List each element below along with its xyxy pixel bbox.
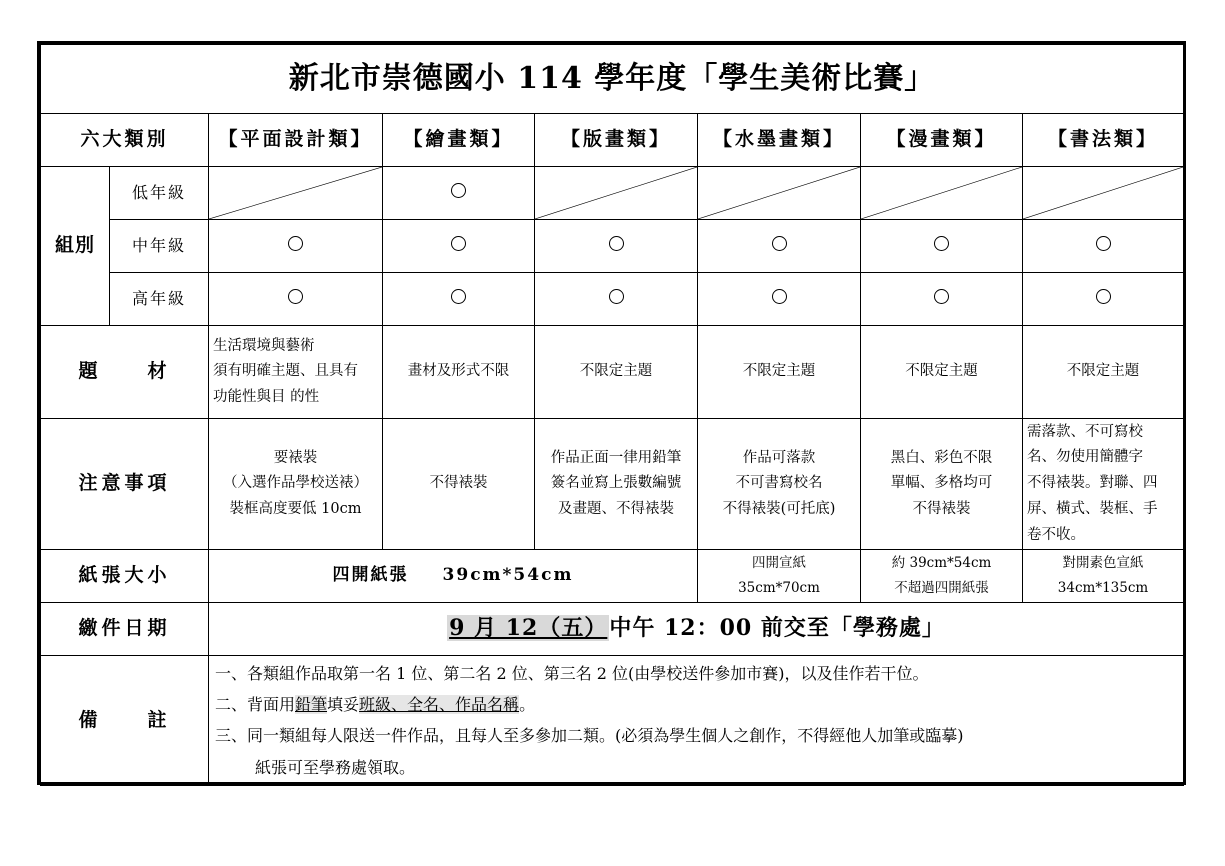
topic-ink: 不限定主題 (698, 326, 861, 419)
paper-ink (698, 550, 861, 603)
paper-standard-size: 39cm*54cm (442, 565, 574, 586)
circle-mark-icon (609, 289, 624, 304)
remark-text: 填妥 (327, 695, 360, 715)
notes-line: 作品可落款 (742, 449, 816, 466)
deadline-detail: 中午 12：00 前交至「學務處」 (609, 615, 945, 642)
topic-design-line: 須有明確主題、且具有 (213, 363, 358, 380)
notes-line: 不得裱裝(可托底) (722, 500, 836, 517)
notes-line: 及畫題、不得裱裝 (558, 500, 674, 517)
remark-emphasis: 班級、全名、作品名稱 (359, 695, 520, 715)
remark-line-1: 一、各類組作品取第一名 1 位、第二名 2 位、第三名 2 位(由學校送件參加市賽)，以及佳作若干位。 (215, 664, 929, 683)
topic-comic: 不限定主題 (861, 326, 1023, 419)
remark-text: 。 (519, 695, 536, 715)
notes-print (535, 419, 698, 550)
mark-cell (535, 220, 698, 273)
paper-line: 四開宣紙 (752, 555, 806, 572)
circle-mark-icon (451, 236, 466, 251)
grade-high: 高年級 (110, 273, 209, 326)
category-ink: 【水墨畫類】 (698, 114, 861, 167)
topic-label: 題 材 (41, 326, 209, 419)
diagonal-line-icon (209, 167, 382, 219)
grade-low: 低年級 (110, 167, 209, 220)
circle-mark-icon (772, 289, 787, 304)
circle-mark-icon (451, 289, 466, 304)
topic-design-line: 功能性與目 的性 (213, 388, 320, 405)
topic-painting: 畫材及形式不限 (383, 326, 535, 419)
mark-cell (698, 220, 861, 273)
topic-print: 不限定主題 (535, 326, 698, 419)
circle-mark-icon (772, 236, 787, 251)
remark-emphasis: 鉛筆 (295, 695, 328, 715)
circle-mark-icon (934, 289, 949, 304)
not-applicable-cell (535, 167, 698, 220)
remarks-content (209, 656, 1184, 786)
diagonal-line-icon (1023, 167, 1183, 219)
paper-line: 35cm*70cm (738, 580, 820, 596)
paper-label: 紙張大小 (41, 550, 209, 603)
notes-line: 卷不收。 (1027, 526, 1085, 543)
notes-comic (861, 419, 1023, 550)
circle-mark-icon (934, 236, 949, 251)
circle-mark-icon (1096, 289, 1111, 304)
notes-line: 作品正面一律用鉛筆 (550, 449, 682, 466)
not-applicable-cell (209, 167, 383, 220)
notes-design (209, 419, 383, 550)
not-applicable-cell (1023, 167, 1184, 220)
mark-cell (209, 273, 383, 326)
circle-mark-icon (288, 236, 303, 251)
topic-calligraphy: 不限定主題 (1023, 326, 1184, 419)
diagonal-line-icon (535, 167, 697, 219)
mark-cell (209, 220, 383, 273)
contest-notice-sheet (37, 41, 1186, 785)
remark-text: 二、背面用 (215, 695, 296, 715)
remark-line-4: 紙張可至學務處領取。 (255, 757, 416, 777)
paper-comic (861, 550, 1023, 603)
remark-line-3: 三、同一類組每人限送一件作品，且每人至多參加二類。(必須為學生個人之創作，不得經他人加筆或臨摹) (215, 726, 964, 746)
notes-line: 黑白、彩色不限 (890, 449, 993, 466)
remark-line-2 (215, 689, 1177, 720)
mark-cell (861, 273, 1023, 326)
category-painting: 【繪畫類】 (383, 114, 535, 167)
notes-painting: 不得裱裝 (383, 419, 535, 550)
notes-line: 屏、橫式、裝框、手 (1027, 500, 1158, 517)
category-print: 【版畫類】 (535, 114, 698, 167)
circle-mark-icon (288, 289, 303, 304)
circle-mark-icon (1096, 236, 1111, 251)
deadline-date: 9 月 12（五） (449, 615, 608, 642)
paper-line: 約 39cm*54cm (891, 555, 992, 572)
circle-mark-icon (609, 236, 624, 251)
not-applicable-cell (698, 167, 861, 220)
remarks-label: 備 註 (41, 656, 209, 786)
notes-line: 簽名並寫上張數編號 (550, 475, 682, 492)
notes-calligraphy (1023, 419, 1184, 550)
deadline-value (209, 603, 1184, 656)
mark-cell (861, 220, 1023, 273)
notes-ink (698, 419, 861, 550)
mark-cell (1023, 220, 1184, 273)
notes-line: 不得裱裝 (912, 500, 971, 517)
category-design: 【平面設計類】 (209, 114, 383, 167)
groups-label: 組別 (41, 167, 110, 326)
mark-cell (383, 167, 535, 220)
page-title: 新北市崇德國小 114 學年度「學生美術比賽」 (41, 45, 1184, 114)
notes-line: 單幅、多格均可 (890, 475, 993, 492)
not-applicable-cell (861, 167, 1023, 220)
mark-cell (698, 273, 861, 326)
mark-cell (1023, 273, 1184, 326)
paper-line: 34cm*135cm (1057, 580, 1149, 596)
category-calligraphy: 【書法類】 (1023, 114, 1184, 167)
paper-line: 對開素色宣紙 (1062, 555, 1144, 572)
contest-table (40, 44, 1184, 786)
deadline-label: 繳件日期 (41, 603, 209, 656)
paper-line: 不超過四開紙張 (894, 580, 989, 596)
mark-cell (383, 273, 535, 326)
notes-line: （入選作品學校送裱） (223, 475, 368, 492)
categories-label: 六大類別 (41, 114, 209, 167)
notes-line: 要裱裝 (273, 449, 318, 466)
mark-cell (535, 273, 698, 326)
notes-line: 裝框高度要低 10cm (229, 500, 362, 517)
notes-line: 需落款、不可寫校 (1027, 423, 1143, 440)
circle-mark-icon (451, 183, 466, 198)
notes-line: 名、勿使用簡體字 (1027, 449, 1143, 466)
grade-middle: 中年級 (110, 220, 209, 273)
paper-calligraphy (1023, 550, 1184, 603)
category-comic: 【漫畫類】 (861, 114, 1023, 167)
diagonal-line-icon (861, 167, 1022, 219)
paper-standard-name: 四開紙張 (332, 565, 409, 586)
paper-standard (209, 550, 698, 603)
topic-design-line: 生活環境與藝術 (213, 337, 315, 354)
topic-design (209, 326, 383, 419)
diagonal-line-icon (698, 167, 860, 219)
notes-line: 不得裱裝。對聯、四 (1027, 475, 1158, 492)
mark-cell (383, 220, 535, 273)
notes-line: 不可書寫校名 (735, 475, 823, 492)
notes-label: 注意事項 (41, 419, 209, 550)
